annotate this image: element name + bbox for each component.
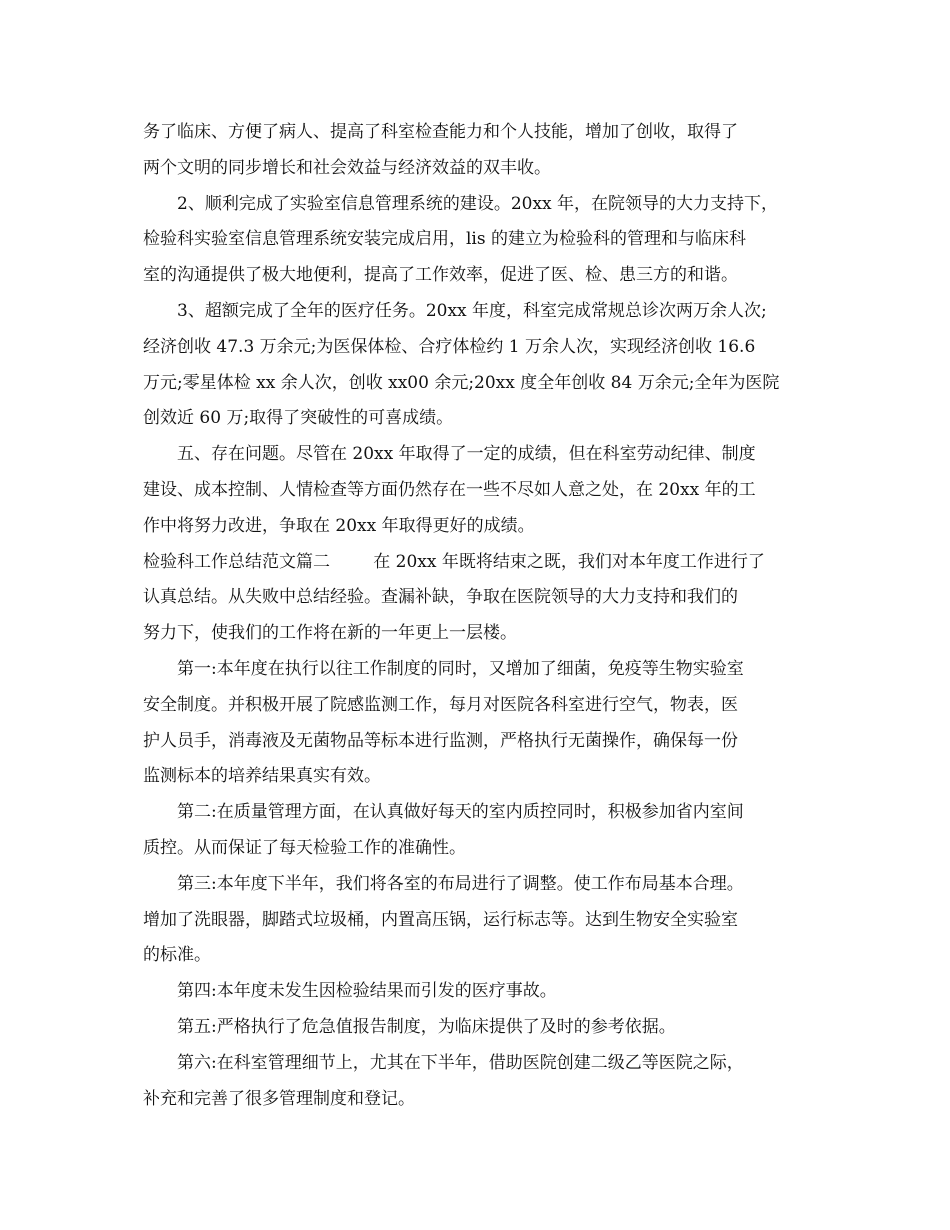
text-line: 建设、成本控制、人情检查等方面仍然存在一些不尽如人意之处，在 20xx 年的工 xyxy=(143,479,756,500)
document-body xyxy=(143,115,818,1117)
text-line: 监测标本的培养结果真实有效。 xyxy=(143,766,381,787)
text-line: 经济创收 47.3 万余元;为医保体检、合疗体检约 1 万余人次，实现经济创收 16.6 xyxy=(143,336,756,357)
text-line: 室的沟通提供了极大地便利，提高了工作效率，促进了医、检、患三方的和谐。 xyxy=(143,265,738,286)
text-line: 第五:严格执行了危急值报告制度，为临床提供了及时的参考依据。 xyxy=(177,1016,676,1037)
text-line: 第二:在质量管理方面，在认真做好每天的室内质控同时，积极参加省内室间 xyxy=(177,802,744,823)
text-line: 3、超额完成了全年的医疗任务。20xx 年度，科室完成常规总诊次两万余人次; xyxy=(177,300,767,321)
text-line: 2、顺利完成了实验室信息管理系统的建设。20xx 年，在院领导的大力支持下， xyxy=(177,193,779,214)
text-line: 检验科工作总结范文篇二 在 20xx 年既将结束之既，我们对本年度工作进行了 xyxy=(143,551,765,572)
text-line: 第一:本年度在执行以往工作制度的同时，又增加了细菌，免疫等生物实验室 xyxy=(177,658,744,679)
text-line: 第六:在科室管理细节上，尤其在下半年，借助医院创建二级乙等医院之际， xyxy=(177,1052,744,1073)
text-line: 务了临床、方便了病人、提高了科室检查能力和个人技能，增加了创收，取得了 xyxy=(143,122,738,142)
text-line: 万元;零星体检 xx 余人次，创收 xx00 余元;20xx 度全年创收 84 万余元;全年为医院 xyxy=(143,372,780,393)
text-line: 补充和完善了很多管理制度和登记。 xyxy=(143,1088,415,1109)
text-line: 两个文明的同步增长和社会效益与经济效益的双丰收。 xyxy=(143,157,551,178)
text-line: 创效近 60 万;取得了突破性的可喜成绩。 xyxy=(143,408,454,429)
text-line: 五、存在问题。尽管在 20xx 年取得了一定的成绩，但在科室劳动纪律、制度 xyxy=(177,444,756,465)
text-line: 作中将努力改进，争取在 20xx 年取得更好的成绩。 xyxy=(143,515,535,536)
text-line: 检验科实验室信息管理系统安装完成启用，lis 的建立为检验科的管理和与临床科 xyxy=(143,229,747,250)
text-line: 第三:本年度下半年，我们将各室的布局进行了调整。使工作布局基本合理。 xyxy=(177,873,744,894)
text-line: 增加了洗眼器，脚踏式垃圾桶，内置高压锅，运行标志等。达到生物安全实验室 xyxy=(143,909,738,930)
text-line: 安全制度。并积极开展了院感监测工作，每月对医院各科室进行空气，物表，医 xyxy=(143,694,738,715)
text-line: 第四:本年度未发生因检验结果而引发的医疗事故。 xyxy=(177,981,557,1002)
text-line: 质控。从而保证了每天检验工作的准确性。 xyxy=(143,837,466,858)
text-line: 护人员手，消毒液及无菌物品等标本进行监测，严格执行无菌操作，确保每一份 xyxy=(143,730,738,751)
text-line: 认真总结。从失败中总结经验。查漏补缺，争取在医院领导的大力支持和我们的 xyxy=(143,587,738,608)
text-line: 努力下，使我们的工作将在新的一年更上一层楼。 xyxy=(143,623,517,644)
text-line: 的标准。 xyxy=(143,945,211,966)
